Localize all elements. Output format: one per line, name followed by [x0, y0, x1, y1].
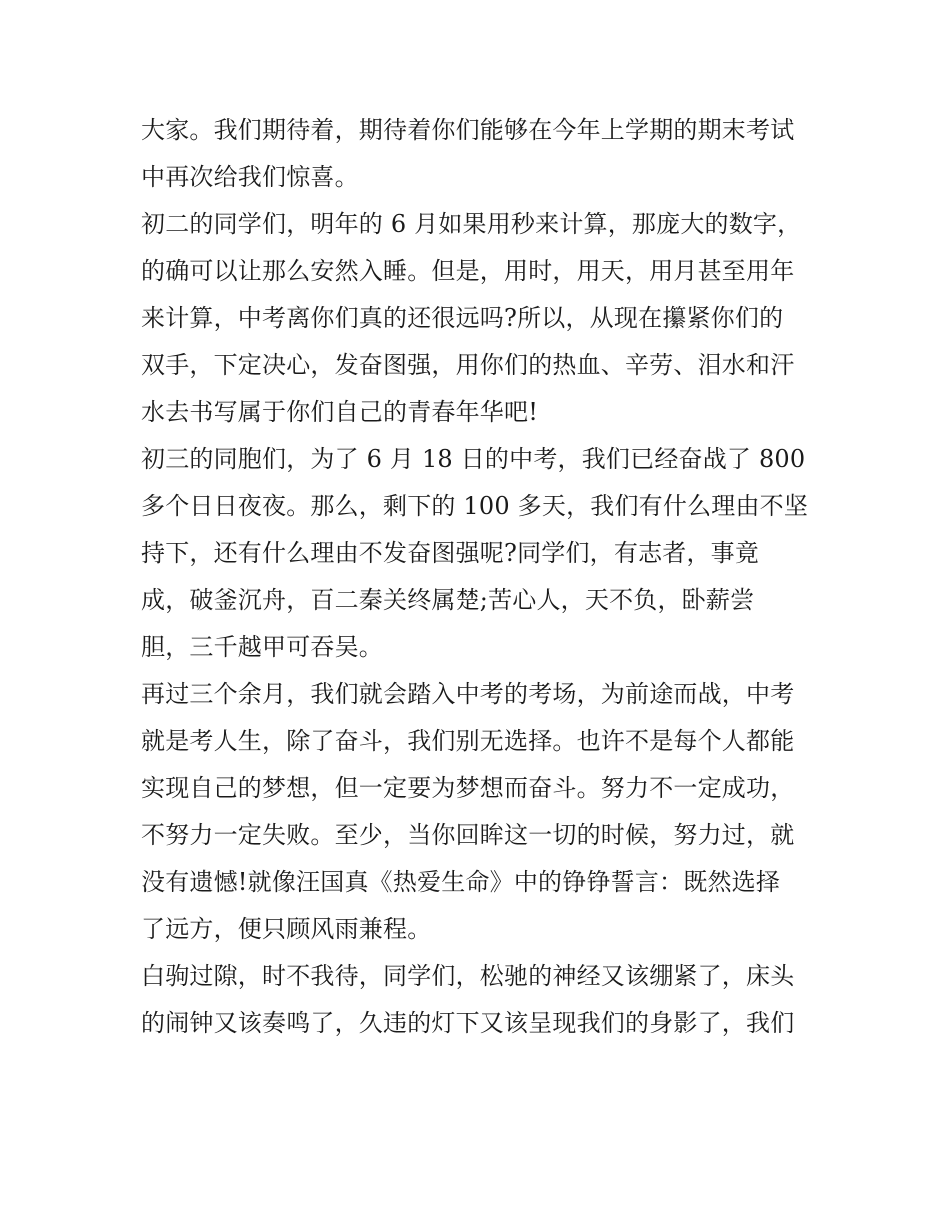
text-line: 实现自己的梦想，但一定要为梦想而奋斗。努力不一定成功， [141, 774, 795, 802]
text-line: 中再次给我们惊喜。 [141, 163, 359, 191]
text-line: 白驹过隙，时不我待，同学们，松驰的神经又该绷紧了，床头 [141, 962, 795, 990]
text-line: 的确可以让那么安然入睡。但是，用时，用天，用月甚至用年 [141, 257, 795, 285]
text-line: 多个日日夜夜。那么，剩下的 100 多天，我们有什么理由不坚 [141, 492, 809, 520]
text-line: 成，破釜沉舟，百二秦关终属楚;苦心人，天不负，卧薪尝 [141, 586, 755, 614]
text-line: 持下，还有什么理由不发奋图强呢?同学们，有志者，事竟 [141, 539, 760, 567]
paragraph-3 [141, 436, 813, 671]
text-line: 不努力一定失败。至少，当你回眸这一切的时候，努力过，就 [141, 821, 795, 849]
document-body [141, 107, 813, 1047]
text-line: 再过三个余月，我们就会踏入中考的考场，为前途而战，中考 [141, 680, 795, 708]
text-line: 就是考人生，除了奋斗，我们别无选择。也许不是每个人都能 [141, 727, 795, 755]
text-line: 大家。我们期待着，期待着你们能够在今年上学期的期末考试 [141, 116, 795, 144]
text-line: 的闹钟又该奏鸣了，久违的灯下又该呈现我们的身影了，我们 [141, 1009, 795, 1037]
paragraph-4 [141, 671, 813, 953]
text-line: 来计算，中考离你们真的还很远吗?所以，从现在攥紧你们的 [141, 304, 784, 332]
paragraph-5 [141, 953, 813, 1047]
text-line: 双手，下定决心，发奋图强，用你们的热血、辛劳、泪水和汗 [141, 351, 795, 379]
text-line: 了远方，便只顾风雨兼程。 [141, 915, 432, 943]
paragraph-1 [141, 107, 813, 201]
text-line: 初二的同学们，明年的 6 月如果用秒来计算，那庞大的数字， [141, 210, 802, 238]
text-line: 水去书写属于你们自己的青春年华吧! [141, 398, 539, 426]
paragraph-2 [141, 201, 813, 436]
text-line: 初三的同胞们，为了 6 月 18 日的中考，我们已经奋战了 800 [141, 445, 806, 473]
text-line: 胆，三千越甲可吞吴。 [141, 633, 383, 661]
text-line: 没有遗憾!就像汪国真《热爱生命》中的铮铮誓言：既然选择 [141, 868, 781, 896]
